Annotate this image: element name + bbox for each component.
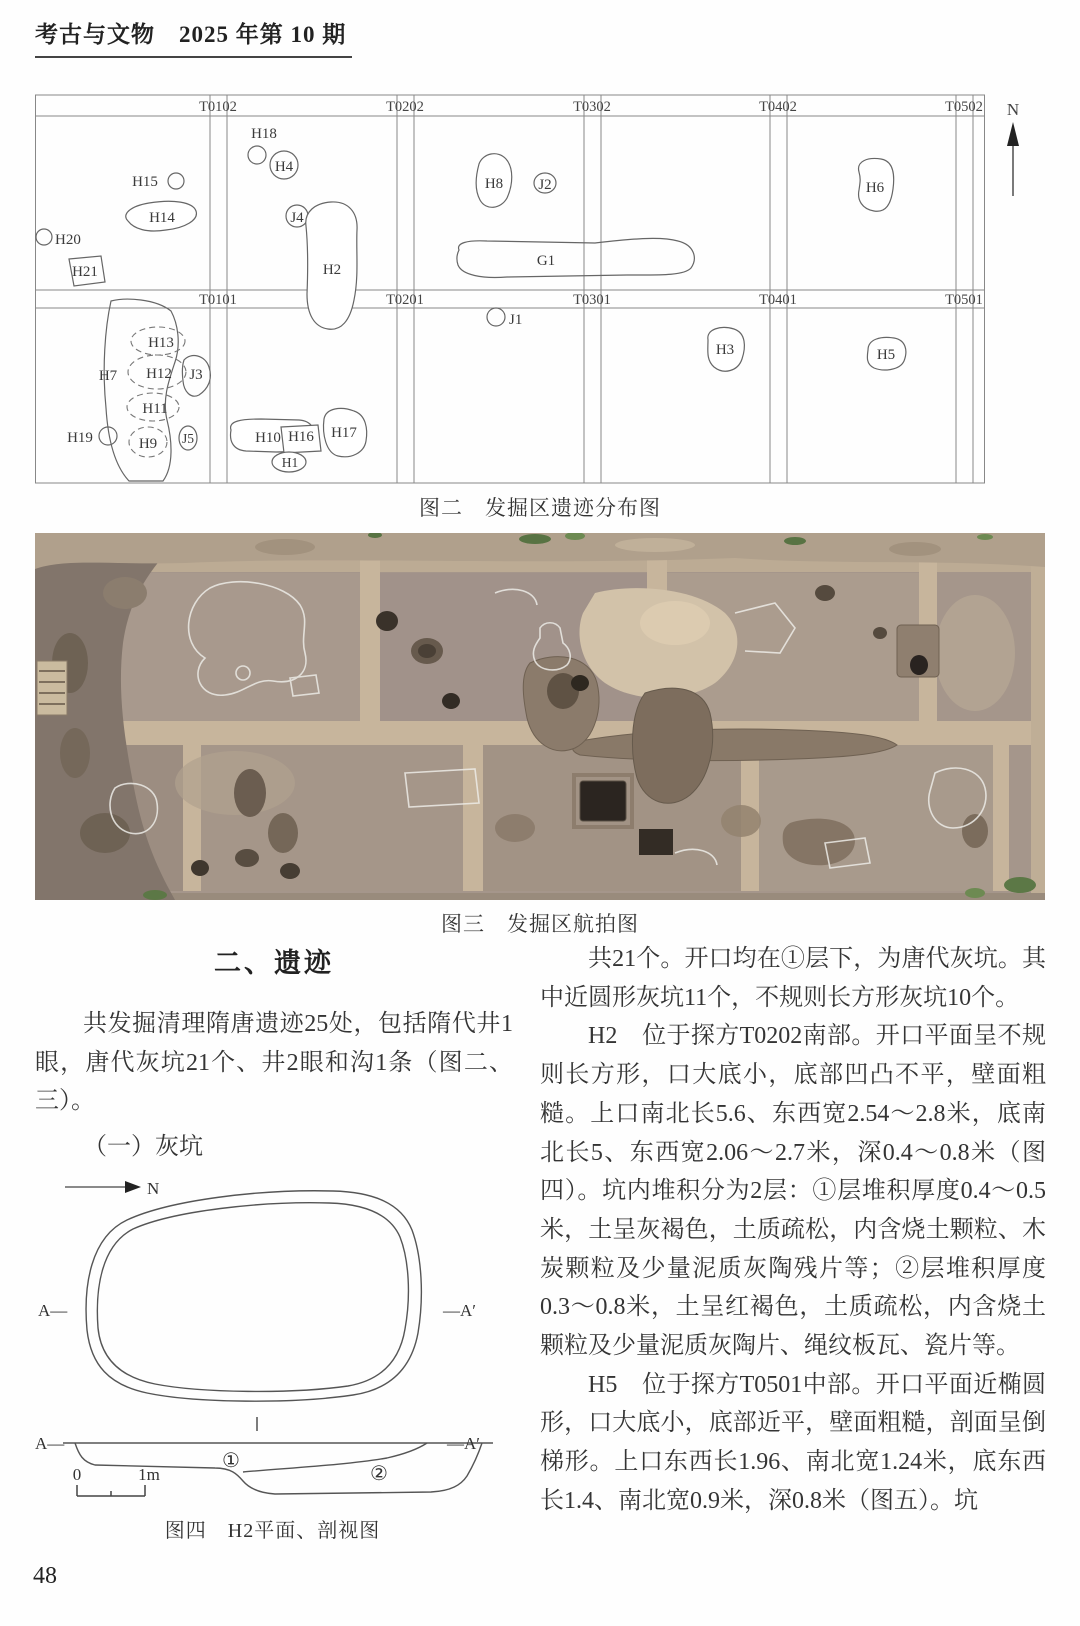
fig4-layer1-label: ① (222, 1450, 240, 1472)
fig2-grid-label-t0302: T0302 (573, 99, 611, 115)
fig3-caption: 图三 发掘区航拍图 (441, 912, 639, 936)
scale-bar (73, 1465, 160, 1496)
north-arrow-icon (1007, 100, 1019, 196)
fig2-grid-label-t0502: T0502 (945, 99, 983, 115)
fig4-caption: 图四 H2平面、剖视图 (164, 1520, 381, 1542)
fig4-plan-a-left: A— (38, 1301, 68, 1320)
fig2-feature-label-h7: H7 (98, 368, 118, 384)
right-column (540, 940, 1046, 1521)
fig2-grid-label-t0301: T0301 (573, 292, 611, 308)
fig2-feature-label-h21: H21 (72, 264, 98, 280)
fig4-layer2-label: ② (370, 1463, 388, 1485)
ladder (37, 661, 67, 715)
paragraph-h2: H2 位于探方T0202南部。开口平面呈不规则长方形，口大底小，底部凹凸不平，壁面粗糙。上口南北长5.6、东西宽2.54～2.8米，底南北长5、东西宽2.06～2.7米，深0.4～0.8米（图四）。坑内堆积分为2层：①层堆积厚度0.4～0.5米，土呈灰褐色，土质疏松，内含烧土颗粒、木炭颗粒及少量泥质灰陶残片等；②层堆积厚度0.3～0.8米，土呈红褐色，土质疏松，内含烧土颗粒及少量泥质灰陶片、绳纹板瓦、瓷片等。 (540, 1023, 1046, 1360)
fig2-feature-label-h11: H11 (142, 401, 168, 417)
fig2-feature-label-g1: G1 (536, 253, 556, 269)
page-number: 48 (33, 1563, 57, 1589)
fig4-plan-a-right: —A′ (443, 1301, 476, 1320)
scale-one-label: 1m (138, 1465, 160, 1484)
fig2-caption: 图二 发掘区遗迹分布图 (419, 496, 661, 520)
fig2-feature-label-j2: J2 (538, 177, 552, 193)
paragraph-pit-count: 共21个。开口均在①层下，为唐代灰坑。其中近圆形灰坑11个，不规则长方形灰坑10个。 (540, 946, 1046, 1011)
fig2-feature-label-j1: J1 (509, 312, 523, 328)
fig2-grid-label-t0501: T0501 (945, 292, 983, 308)
fig2-feature-label-h4: H4 (274, 159, 294, 175)
fig2-grid-label-t0101: T0101 (199, 292, 237, 308)
fig4-h2-drawing (35, 1165, 535, 1510)
fig2-feature-label-j3: J3 (189, 367, 203, 383)
fig2-feature-label-h6: H6 (865, 180, 885, 196)
fig2-feature-label-h16: H16 (288, 429, 314, 445)
intro-paragraph: 共发掘清理隋唐遗迹25处，包括隋代井1眼，唐代灰坑21个、井2眼和沟1条（图二、三）。 (35, 1011, 513, 1115)
fig2-feature-label-h9: H9 (138, 436, 158, 452)
fig2-feature-label-h5: H5 (876, 347, 896, 363)
fig2-feature-label-h2: H2 (322, 262, 342, 278)
fig2-grid-label-t0401: T0401 (759, 292, 797, 308)
fig2-grid-label-t0402: T0402 (759, 99, 797, 115)
fig2-feature-label-h18: H18 (251, 126, 277, 142)
fig2-feature-label-h3: H3 (715, 342, 735, 358)
fig2-feature-label-h15: H15 (132, 174, 158, 190)
fig2-feature-label-h20: H20 (55, 232, 81, 248)
fig2-feature-label-j5: J5 (181, 431, 195, 446)
north-arrow-icon (65, 1179, 159, 1198)
intro-paragraph-block (35, 1005, 513, 1121)
fig3-excavation-aerial-photo (35, 533, 1045, 900)
fig2-feature-label-h19: H19 (67, 430, 93, 446)
fig2-feature-label-h10: H10 (255, 430, 281, 446)
fig4-north-label: N (147, 1179, 160, 1198)
fig4-section-a-left: A— (35, 1434, 65, 1453)
fig2-north-label: N (1006, 100, 1020, 119)
paragraph-h5: H5 位于探方T0501中部。开口平面近椭圆形，口大底小，底部近平，壁面粗糙，剖面呈倒梯形。上口东西长1.96、南北宽1.24米，底东西长1.4、南北宽0.9米，深0.8米（图五）。坑 (540, 1371, 1046, 1514)
fig2-grid-label-t0201: T0201 (386, 292, 424, 308)
fig2-site-plan (35, 88, 1045, 495)
fig2-feature-label-h14: H14 (149, 210, 175, 226)
fig2-feature-label-h12: H12 (146, 366, 172, 382)
fig2-feature-label-h8: H8 (484, 176, 504, 192)
fig2-feature-label-h13: H13 (148, 335, 174, 351)
journal-running-head: 考古与文物 2025 年第 10 期 (35, 16, 352, 58)
fig2-feature-label-h1: H1 (281, 455, 299, 470)
fig2-feature-label-h17: H17 (331, 425, 357, 441)
fig2-grid-label-t0202: T0202 (386, 99, 424, 115)
fig2-features-lower (67, 299, 906, 481)
section-heading: 二、遗迹 (214, 948, 334, 978)
fig2-grid-label-t0102: T0102 (199, 99, 237, 115)
scale-zero-label: 0 (72, 1465, 82, 1484)
fig2-grid (35, 95, 985, 483)
fig2-feature-label-j4: J4 (290, 210, 304, 226)
fig4-section-a-right: —A′ (447, 1434, 480, 1453)
subsection-heading: （一）灰坑 (83, 1134, 203, 1160)
